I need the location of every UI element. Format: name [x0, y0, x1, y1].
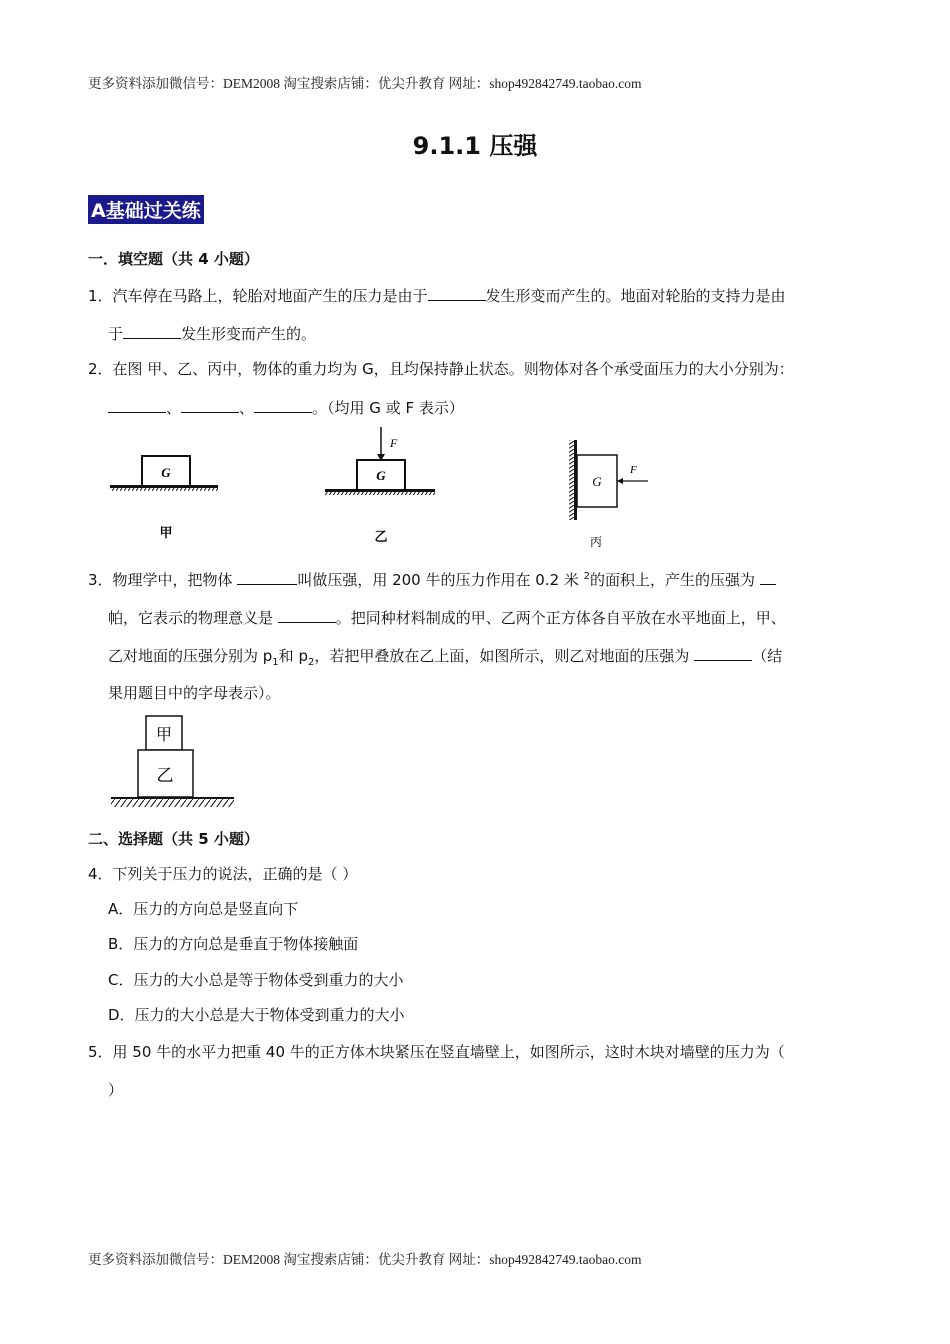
- figure-label-jia: 甲: [159, 526, 173, 541]
- answer-blank[interactable]: [254, 396, 312, 413]
- page-header: 更多资料添加微信号：DEM2008 淘宝搜索店铺：优尖升教育 网址：shop492842749.taobao.com: [88, 76, 642, 91]
- q1-text-d: 发生形变而产生的。: [181, 325, 317, 343]
- answer-blank[interactable]: [108, 396, 166, 413]
- q4-option-b[interactable]: B．压力的方向总是垂直于物体接触面: [108, 935, 359, 953]
- figure-label-yi: 乙: [374, 530, 388, 545]
- q1-line2: [108, 322, 316, 344]
- q3-line3: [108, 644, 782, 668]
- answer-blank[interactable]: [278, 606, 336, 623]
- figure-label-bing: 丙: [589, 535, 603, 549]
- figure-jia: [110, 456, 218, 541]
- q4-option-c[interactable]: C．压力的大小总是等于物体受到重力的大小: [108, 971, 404, 989]
- q3-text-d: 帕，它表示的物理意义是: [108, 609, 274, 627]
- page-title: 9.1.1 压强: [412, 132, 538, 160]
- stacked-cubes-figure: [108, 712, 238, 812]
- separator: 、: [239, 399, 255, 417]
- q1-text-c: 于: [108, 325, 124, 343]
- q3-line4: 果用题目中的字母表示）。: [108, 684, 281, 702]
- pressure-figure-jia-yi-bing: [100, 425, 680, 555]
- q3-text-e: 。把同种材料制成的甲、乙两个正方体各自平放在水平地面上，甲、: [335, 609, 786, 627]
- q4-stem: 4．下列关于压力的说法，正确的是（ ）: [88, 865, 358, 883]
- superscript: 2: [583, 571, 591, 582]
- separator: 、: [166, 399, 182, 417]
- weight-label: G: [592, 474, 602, 489]
- q2-tail: 。（均用 G 或 F 表示）: [312, 399, 464, 417]
- subscript: 2: [307, 657, 315, 668]
- q1-text-b: 发生形变而产生的。地面对轮胎的支持力是由: [485, 287, 786, 305]
- section-heading-choice: 二、选择题（共 5 小题）: [88, 830, 259, 848]
- figure-bing: [569, 440, 648, 549]
- q2-line1: 2．在图 甲、乙、丙中，物体的重力均为 G，且均保持静止状态。则物体对各个承受面压力的大小分别为：: [88, 360, 794, 378]
- force-label: F: [390, 436, 398, 450]
- q3-line2: [108, 606, 786, 628]
- weight-label: G: [376, 468, 386, 483]
- force-label: F: [630, 464, 637, 476]
- q3-text-g: 和 p: [278, 647, 308, 665]
- section-banner: A基础过关练: [88, 195, 204, 224]
- q3-text-h: ，若把甲叠放在乙上面，如图所示，则乙对地面的压强为: [314, 647, 690, 665]
- page-footer: 更多资料添加微信号：DEM2008 淘宝搜索店铺：优尖升教育 网址：shop492842749.taobao.com: [88, 1252, 642, 1267]
- q3-text-c: 的面积上，产生的压强为: [590, 571, 756, 589]
- weight-label: G: [161, 465, 171, 480]
- cube-label-yi: 乙: [156, 766, 174, 786]
- section-heading-fill-blank: 一．填空题（共 4 小题）: [88, 250, 259, 268]
- q2-line2: [108, 396, 464, 418]
- q3-text-i: （结: [752, 647, 783, 665]
- subscript: 1: [272, 657, 279, 668]
- answer-blank[interactable]: [181, 396, 239, 413]
- answer-blank[interactable]: [694, 644, 752, 661]
- q4-option-a[interactable]: A．压力的方向总是竖直向下: [108, 900, 299, 918]
- answer-blank[interactable]: [123, 322, 181, 339]
- q5-line2: ）: [108, 1081, 124, 1099]
- q4-option-d[interactable]: D．压力的大小总是大于物体受到重力的大小: [108, 1006, 405, 1024]
- answer-blank[interactable]: [760, 568, 776, 585]
- answer-blank[interactable]: [428, 284, 486, 301]
- q3-line1: [88, 568, 776, 590]
- answer-blank[interactable]: [237, 568, 297, 585]
- cube-label-jia: 甲: [155, 725, 173, 744]
- q3-text-a: 3．物理学中，把物体: [88, 571, 233, 589]
- figure-yi: [325, 427, 435, 545]
- q3-text-b: 叫做压强，用 200 牛的压力作用在 0.2 米: [297, 571, 579, 589]
- q5-line1: 5．用 50 牛的水平力把重 40 牛的正方体木块紧压在竖直墙壁上，如图所示，这时木块对墙壁的压力为（: [88, 1043, 785, 1061]
- q1-line1: [88, 284, 786, 306]
- q1-text-a: 1．汽车停在马路上，轮胎对地面产生的压力是由于: [88, 287, 428, 305]
- q3-text-f: 乙对地面的压强分别为 p: [108, 647, 273, 665]
